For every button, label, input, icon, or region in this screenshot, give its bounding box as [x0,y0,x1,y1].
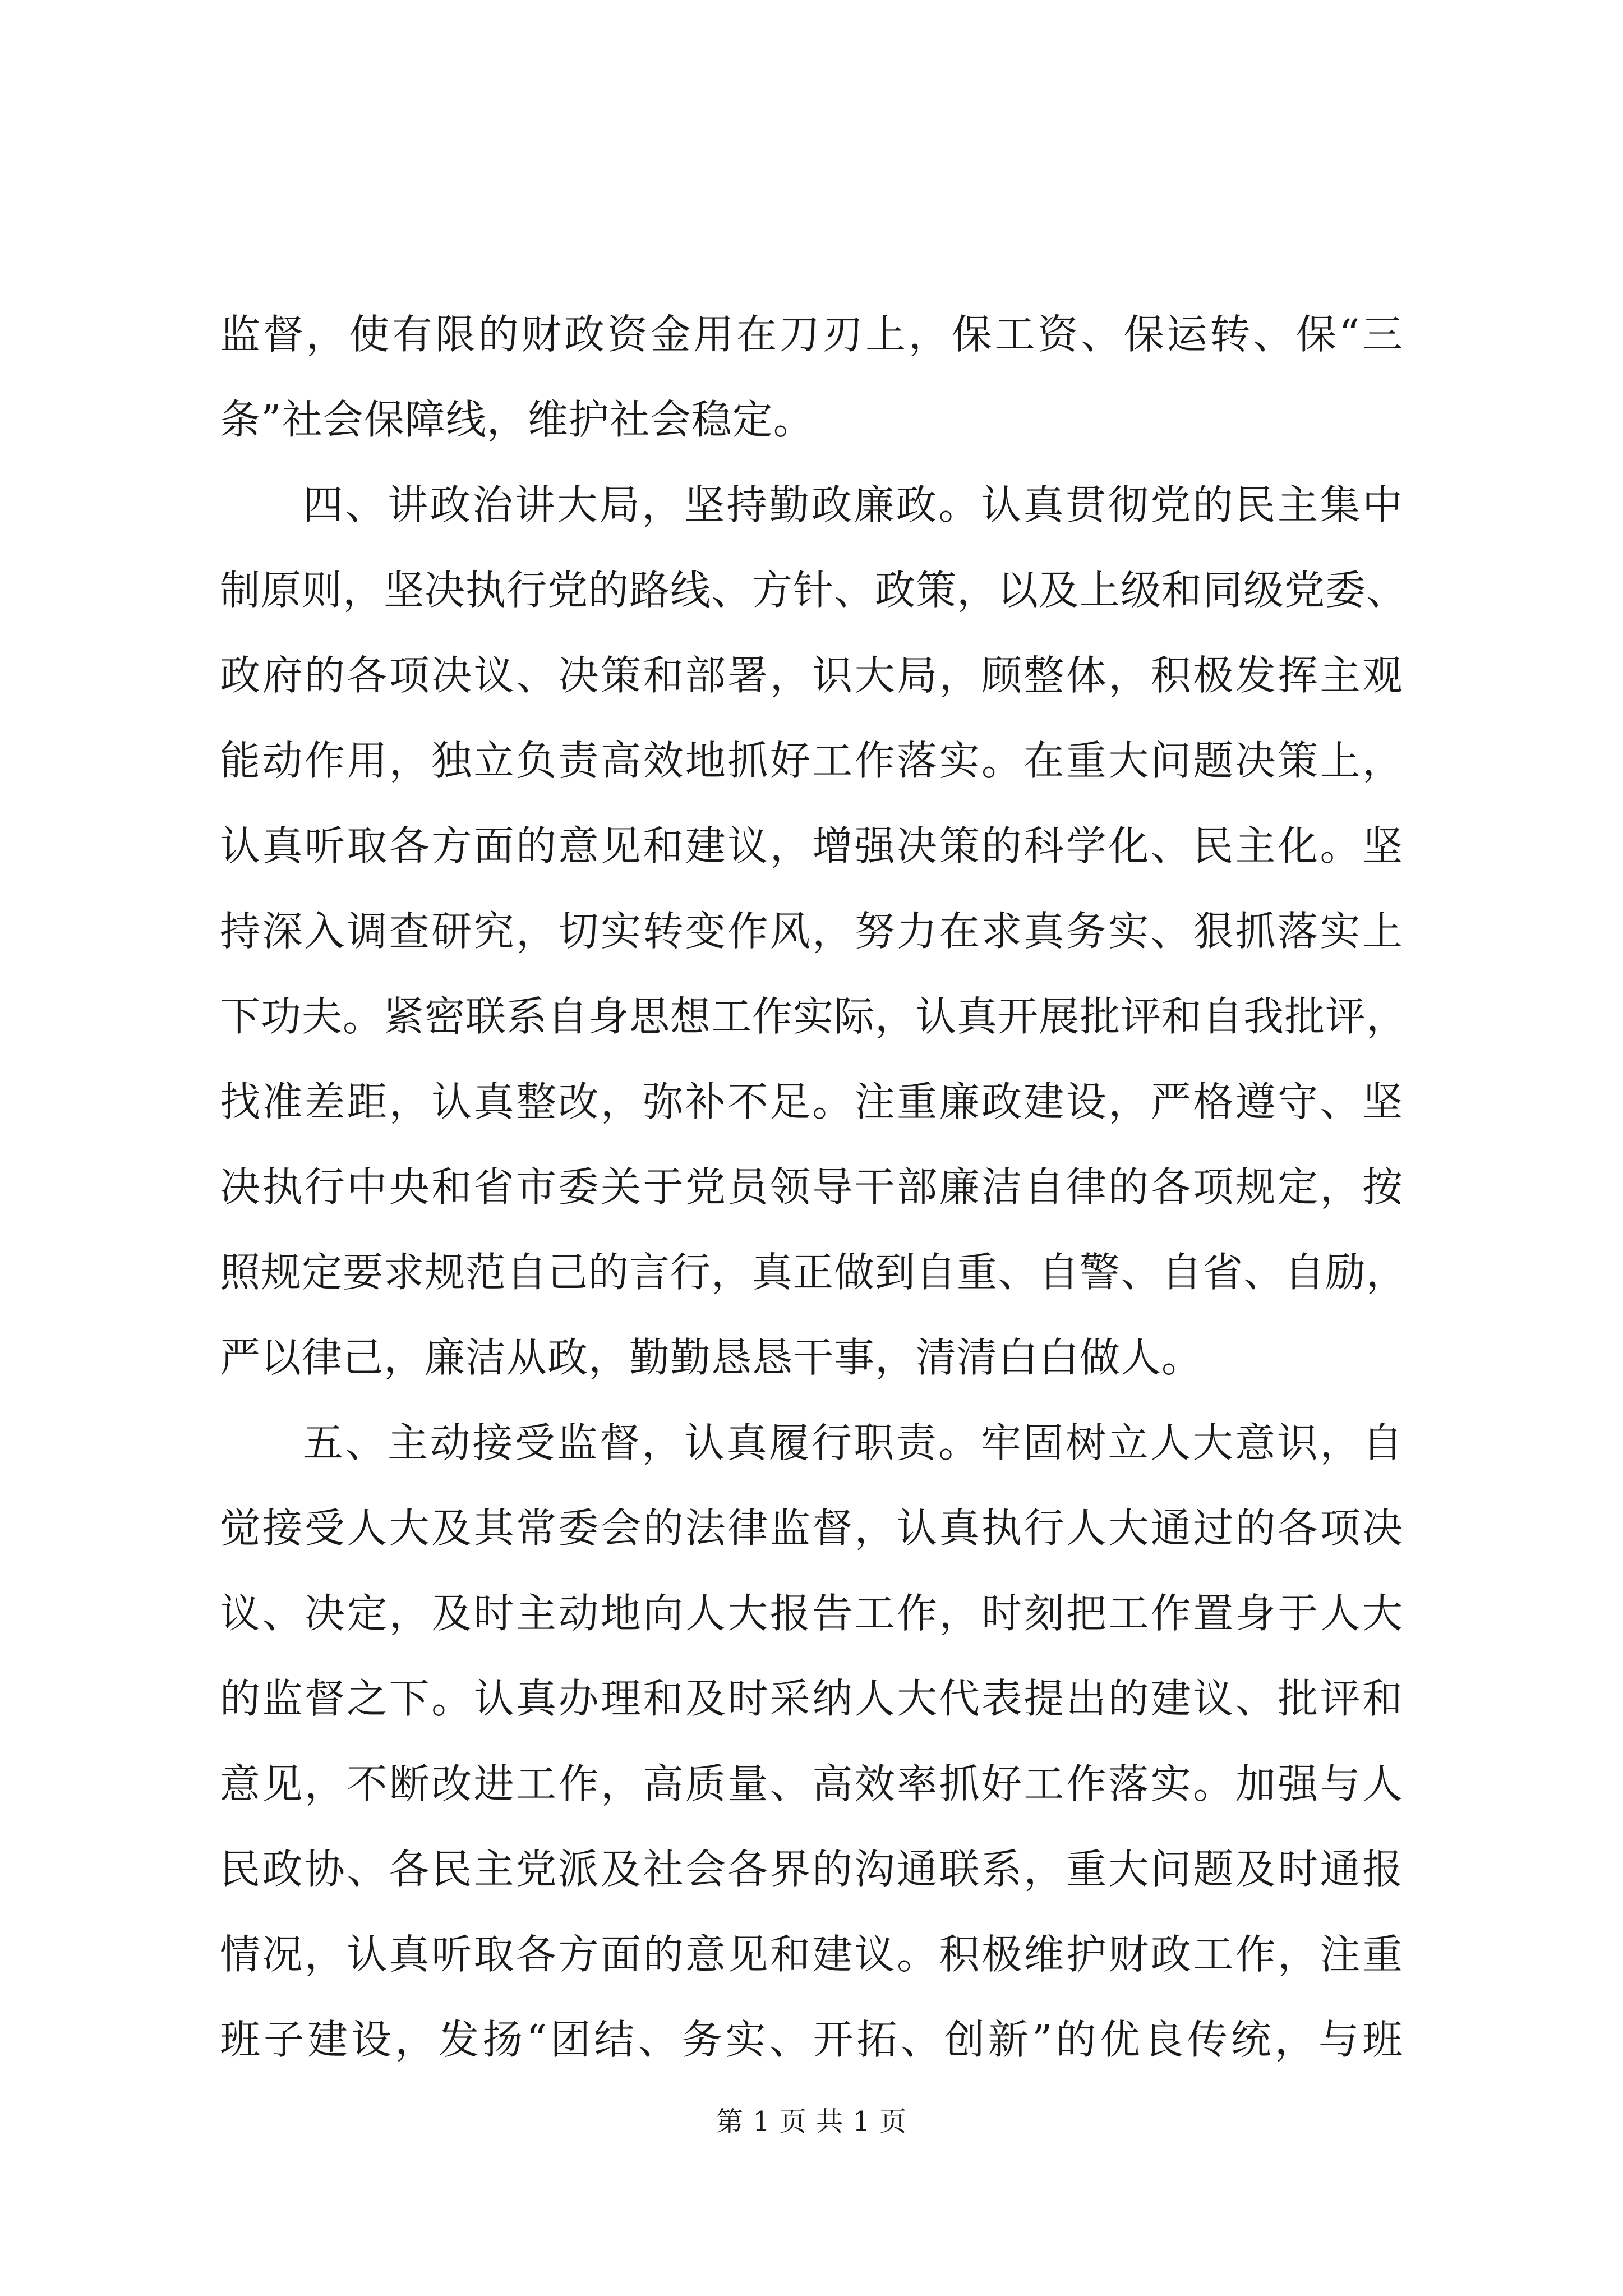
text-line: 找准差距，认真整改，弥补不足。注重廉政建设，严格遵守、坚 [220,1078,1403,1125]
text-line: 条”社会保障线，维护社会稳定。 [220,396,814,443]
paragraph-first-line: 五、主动接受监督，认真履行职责。牢固树立人大意识，自 [303,1419,1403,1466]
body-text [220,292,1408,2082]
text-line: 监督，使有限的财政资金用在刀刃上，保工资、保运转、保“三 [220,311,1403,358]
text-line: 觉接受人大及其常委会的法律监督，认真执行人大通过的各项决 [220,1504,1403,1552]
text-line: 政府的各项决议、决策和部署，识大局，顾整体，积极发挥主观 [220,652,1403,699]
text-line: 意见，不断改进工作，高质量、高效率抓好工作落实。加强与人 [220,1760,1403,1807]
text-line: 民政协、各民主党派及社会各界的沟通联系，重大问题及时通报 [220,1846,1403,1893]
text-line: 持深入调查研究，切实转变作风，努力在求真务实、狠抓落实上 [220,908,1403,955]
text-line: 的监督之下。认真办理和及时采纳人大代表提出的建议、批评和 [220,1675,1403,1722]
text-line: 议、决定，及时主动地向人大报告工作，时刻把工作置身于人大 [220,1590,1403,1637]
text-line: 照规定要求规范自己的言行，真正做到自重、自警、自省、自励， [220,1249,1408,1296]
text-line: 严以律己，廉洁从政，勤勤恳恳干事，清清白白做人。 [220,1334,1203,1381]
text-line: 下功夫。紧密联系自身思想工作实际，认真开展批评和自我批评， [220,993,1408,1040]
page-number-footer: 第 1 页 共 1 页 [716,2106,907,2137]
text-line: 能动作用，独立负责高效地抓好工作落实。在重大问题决策上， [220,737,1403,784]
text-line: 情况，认真听取各方面的意见和建议。积极维护财政工作，注重 [220,1931,1403,1978]
paragraph-first-line: 四、讲政治讲大局，坚持勤政廉政。认真贯彻党的民主集中 [303,481,1403,528]
text-line: 班子建设，发扬“团结、务实、开拓、创新”的优良传统，与班 [220,2016,1403,2063]
text-line: 制原则，坚决执行党的路线、方针、政策，以及上级和同级党委、 [220,567,1408,614]
text-line: 决执行中央和省市委关于党员领导干部廉洁自律的各项规定，按 [220,1163,1403,1211]
text-line: 认真听取各方面的意见和建议，增强决策的科学化、民主化。坚 [220,822,1403,869]
